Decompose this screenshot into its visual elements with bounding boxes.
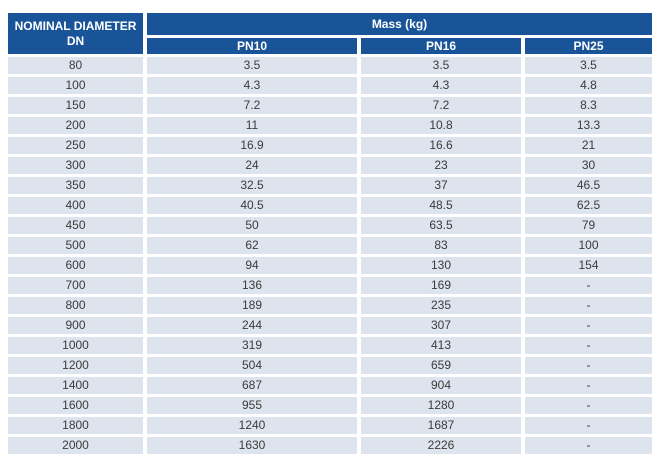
cell-pn10: 62 — [147, 237, 357, 254]
cell-pn25: 79 — [525, 217, 652, 234]
cell-pn16: 37 — [361, 177, 521, 194]
cell-pn16: 10.8 — [361, 117, 521, 134]
table-row — [8, 377, 652, 394]
table-row — [8, 157, 652, 174]
cell-pn10: 319 — [147, 337, 357, 354]
cell-pn16: 1687 — [361, 417, 521, 434]
cell-pn25: - — [525, 377, 652, 394]
cell-pn25: - — [525, 417, 652, 434]
dn-label: DN — [66, 33, 85, 48]
cell-pn25: - — [525, 357, 652, 374]
cell-dn: 1800 — [8, 417, 143, 434]
cell-pn16: 63.5 — [361, 217, 521, 234]
cell-dn: 250 — [8, 137, 143, 154]
table-row — [8, 337, 652, 354]
cell-pn10: 94 — [147, 257, 357, 274]
cell-dn: 200 — [8, 117, 143, 134]
cell-pn25: 21 — [525, 137, 652, 154]
column-header-pn25: PN25 — [525, 38, 652, 54]
cell-pn16: 235 — [361, 297, 521, 314]
cell-pn16: 16.6 — [361, 137, 521, 154]
cell-pn25: 4.8 — [525, 77, 652, 94]
cell-dn: 350 — [8, 177, 143, 194]
cell-pn25: - — [525, 397, 652, 414]
cell-dn: 500 — [8, 237, 143, 254]
cell-pn25: - — [525, 317, 652, 334]
cell-pn10: 32.5 — [147, 177, 357, 194]
cell-pn16: 1280 — [361, 397, 521, 414]
cell-dn: 300 — [8, 157, 143, 174]
column-header-nominal-diameter — [8, 13, 143, 54]
table-row — [8, 137, 652, 154]
cell-pn25: 62.5 — [525, 197, 652, 214]
cell-pn16: 3.5 — [361, 57, 521, 74]
table-row — [8, 97, 652, 114]
table-row — [8, 417, 652, 434]
cell-pn25: - — [525, 437, 652, 454]
cell-pn16: 130 — [361, 257, 521, 274]
cell-dn: 100 — [8, 77, 143, 94]
cell-dn: 2000 — [8, 437, 143, 454]
column-header-pn10: PN10 — [147, 38, 357, 54]
table-row — [8, 297, 652, 314]
cell-pn10: 40.5 — [147, 197, 357, 214]
column-header-pn16: PN16 — [361, 38, 521, 54]
cell-dn: 700 — [8, 277, 143, 294]
cell-pn25: 46.5 — [525, 177, 652, 194]
cell-pn25: 8.3 — [525, 97, 652, 114]
cell-dn: 400 — [8, 197, 143, 214]
table-row — [8, 397, 652, 414]
cell-pn10: 189 — [147, 297, 357, 314]
cell-pn10: 244 — [147, 317, 357, 334]
cell-pn25: 100 — [525, 237, 652, 254]
cell-pn10: 1240 — [147, 417, 357, 434]
table-row — [8, 197, 652, 214]
table-row — [8, 57, 652, 74]
cell-dn: 600 — [8, 257, 143, 274]
cell-pn25: 154 — [525, 257, 652, 274]
cell-dn: 80 — [8, 57, 143, 74]
cell-pn25: 13.3 — [525, 117, 652, 134]
cell-pn10: 7.2 — [147, 97, 357, 114]
cell-dn: 450 — [8, 217, 143, 234]
cell-pn10: 687 — [147, 377, 357, 394]
cell-dn: 1000 — [8, 337, 143, 354]
header-row-group — [8, 13, 652, 35]
table-row — [8, 257, 652, 274]
cell-dn: 900 — [8, 317, 143, 334]
cell-pn10: 50 — [147, 217, 357, 234]
table-row — [8, 277, 652, 294]
table-row — [8, 117, 652, 134]
cell-pn16: 413 — [361, 337, 521, 354]
cell-pn10: 24 — [147, 157, 357, 174]
table-row — [8, 77, 652, 94]
cell-pn10: 1630 — [147, 437, 357, 454]
cell-pn10: 504 — [147, 357, 357, 374]
cell-pn16: 4.3 — [361, 77, 521, 94]
table-row — [8, 317, 652, 334]
cell-pn16: 48.5 — [361, 197, 521, 214]
table-row — [8, 217, 652, 234]
cell-pn16: 2226 — [361, 437, 521, 454]
cell-pn16: 7.2 — [361, 97, 521, 114]
cell-dn: 1200 — [8, 357, 143, 374]
cell-dn: 1600 — [8, 397, 143, 414]
cell-pn10: 955 — [147, 397, 357, 414]
column-group-mass-kg: Mass (kg) — [147, 13, 652, 35]
cell-pn16: 169 — [361, 277, 521, 294]
table-row — [8, 437, 652, 454]
cell-dn: 800 — [8, 297, 143, 314]
cell-pn16: 23 — [361, 157, 521, 174]
cell-pn25: 30 — [525, 157, 652, 174]
cell-pn16: 904 — [361, 377, 521, 394]
table-row — [8, 237, 652, 254]
cell-pn10: 11 — [147, 117, 357, 134]
cell-pn10: 3.5 — [147, 57, 357, 74]
cell-pn10: 136 — [147, 277, 357, 294]
table-row — [8, 177, 652, 194]
cell-dn: 1400 — [8, 377, 143, 394]
table-body — [8, 57, 652, 454]
cell-pn10: 16.9 — [147, 137, 357, 154]
cell-pn25: 3.5 — [525, 57, 652, 74]
nominal-diameter-label: NOMINAL DIAMETER — [14, 18, 137, 33]
cell-pn25: - — [525, 277, 652, 294]
flange-mass-table — [4, 10, 656, 457]
cell-pn16: 659 — [361, 357, 521, 374]
cell-dn: 150 — [8, 97, 143, 114]
cell-pn16: 83 — [361, 237, 521, 254]
cell-pn25: - — [525, 337, 652, 354]
cell-pn10: 4.3 — [147, 77, 357, 94]
cell-pn16: 307 — [361, 317, 521, 334]
cell-pn25: - — [525, 297, 652, 314]
table-row — [8, 357, 652, 374]
